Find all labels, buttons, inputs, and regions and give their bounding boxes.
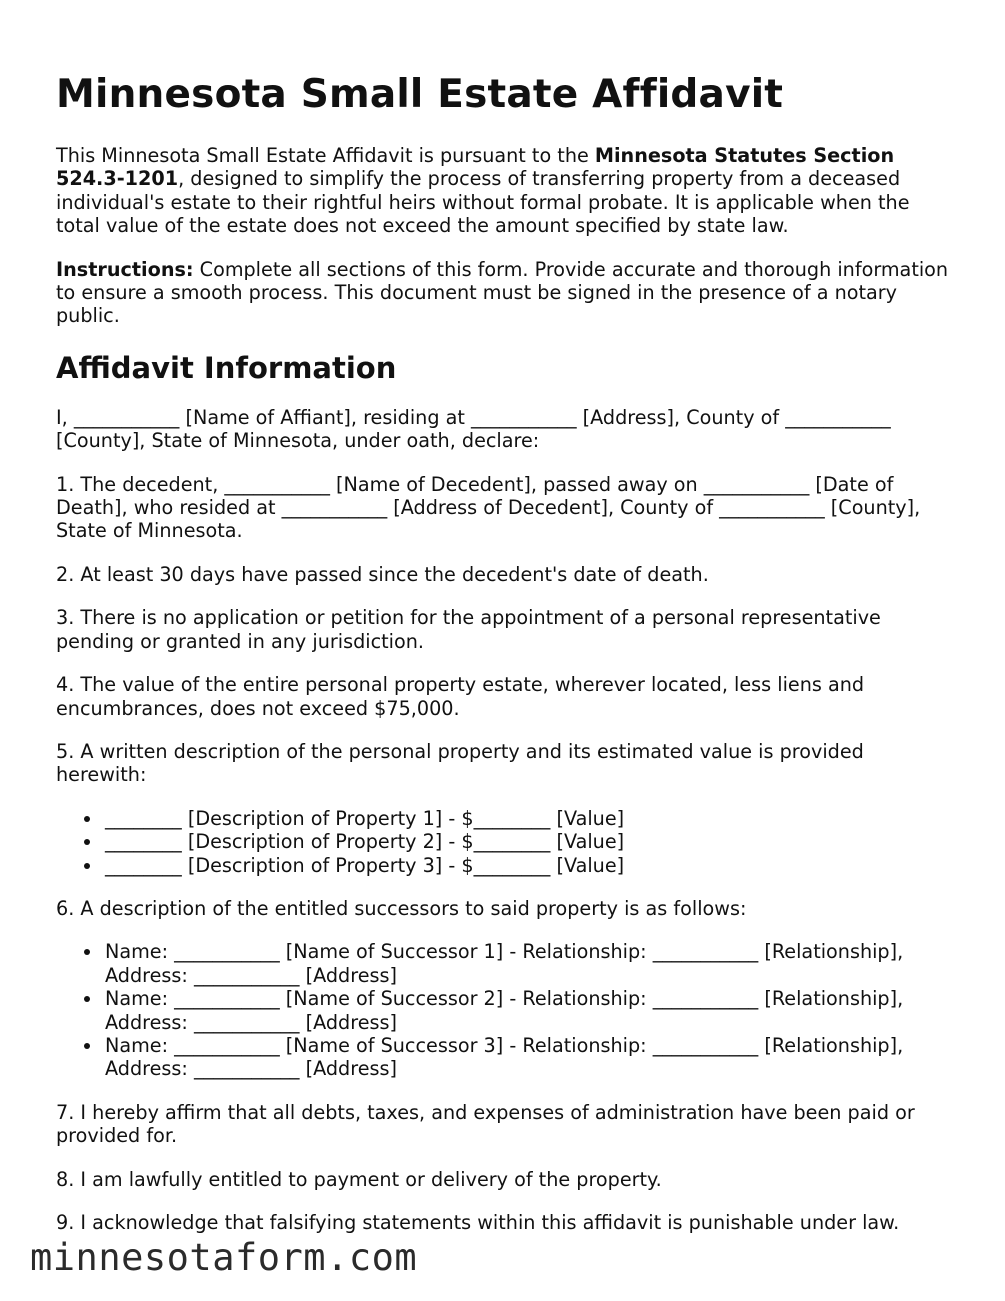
instructions-text: Complete all sections of this form. Provide accurate and thorough information to ensure a smooth process. This document must be signed in the presence of a notary public. [56, 257, 949, 328]
intro-text-1: This Minnesota Small Estate Affidavit is pursuant to the [56, 144, 595, 167]
item-1: 1. The decedent, ___________ [Name of Decedent], passed away on ___________ [Date of Death], who resided at ___________ [Address of Decedent], County of ___________ [County], State of Minnesota. [56, 472, 921, 543]
intro-paragraph [56, 144, 956, 238]
page-title: Minnesota Small Estate Affidavit [56, 72, 784, 117]
document-page [56, 0, 956, 1234]
successor-list [56, 940, 956, 1080]
successor-list-item: Name: ___________ [Name of Successor 2] - Relationship: ___________ [Relationship], Address: ___________ [Address] [105, 987, 956, 1034]
item-3: 3. There is no application or petition for the appointment of a personal representative pending or granted in any jurisdiction. [56, 606, 881, 653]
site-watermark: minnesotaform.com [30, 1236, 418, 1279]
item-7: 7. I hereby affirm that all debts, taxes, and expenses of administration have been paid or provided for. [56, 1100, 915, 1148]
item-6: 6. A description of the entitled successors to said property is as follows: [56, 896, 747, 920]
successor-list-item: Name: ___________ [Name of Successor 1] - Relationship: ___________ [Relationship], Address: ___________ [Address] [105, 940, 956, 987]
item-2: 2. At least 30 days have passed since the decedent's date of death. [56, 562, 709, 586]
property-list [56, 807, 956, 877]
property-list-item: ________ [Description of Property 1] - $________ [Value] [105, 807, 956, 830]
item-4: 4. The value of the entire personal property estate, wherever located, less liens and encumbrances, does not exceed $75,000. [56, 673, 865, 720]
property-list-item: ________ [Description of Property 3] - $________ [Value] [105, 854, 956, 877]
item-9: 9. I acknowledge that falsifying statements within this affidavit is punishable under law. [56, 1211, 900, 1234]
instructions-label: Instructions: [56, 257, 194, 281]
declaration-paragraph: I, ___________ [Name of Affiant], residing at ___________ [Address], County of ___________ [County], State of Minnesota, under oath, declare: [56, 405, 891, 453]
successor-list-item: Name: ___________ [Name of Successor 3] - Relationship: ___________ [Relationship], Address: ___________ [Address] [105, 1034, 956, 1081]
instructions-paragraph [56, 258, 956, 328]
property-list-item: ________ [Description of Property 2] - $________ [Value] [105, 830, 956, 853]
item-5: 5. A written description of the personal property and its estimated value is provided herewith: [56, 739, 864, 787]
statute-reference: Minnesota Statutes Section 524.3-1201 [56, 144, 895, 191]
intro-text-2: , designed to simplify the process of transferring property from a deceased individual's estate to their rightful heirs without formal probate. It is applicable when the total value of the estate does not exceed the amount specified by state law. [56, 167, 910, 238]
item-8: 8. I am lawfully entitled to payment or delivery of the property. [56, 1167, 662, 1191]
section-heading: Affidavit Information [56, 350, 397, 385]
